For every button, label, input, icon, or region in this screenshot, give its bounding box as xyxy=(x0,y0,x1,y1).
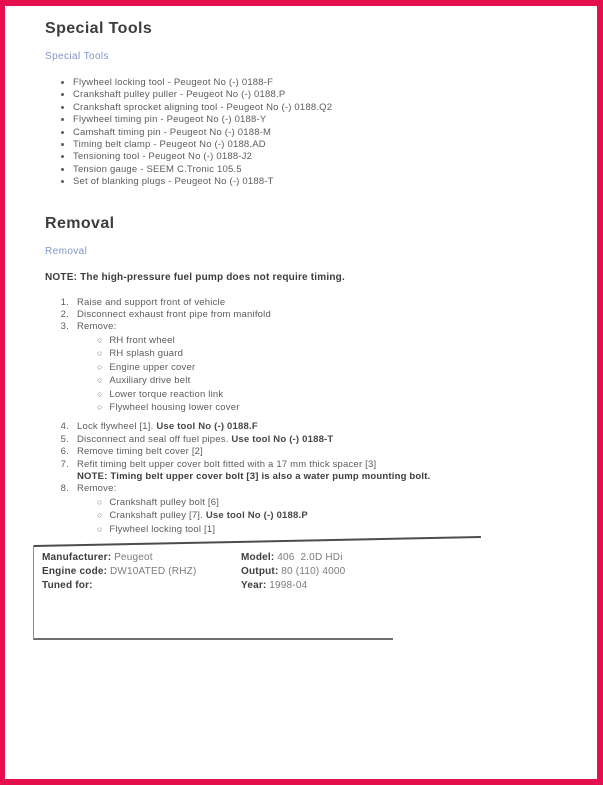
step-row xyxy=(45,321,579,333)
step-row xyxy=(45,446,579,458)
sub-item-row xyxy=(45,401,579,414)
special-tools-list xyxy=(45,77,579,189)
sub-item-row xyxy=(45,374,579,387)
removal-heading: Removal xyxy=(45,214,115,232)
step-number: 5. xyxy=(60,433,69,445)
removal-note: NOTE: The high-pressure fuel pump does not require timing. xyxy=(45,271,345,283)
tool-item: • Flywheel timing pin - Peugeot No (-) 0188-Y xyxy=(73,114,579,126)
step-text: Raise and support front of vehicle xyxy=(77,296,226,308)
info-row xyxy=(34,545,592,565)
sub-item-row xyxy=(45,523,579,536)
info-cell xyxy=(241,551,343,565)
sub-item-text: ○ Flywheel locking tool [1] xyxy=(97,523,579,536)
sub-item-text: ○ Engine upper cover xyxy=(97,361,579,374)
step-number: 1. xyxy=(60,296,69,308)
tool-item: • Timing belt clamp - Peugeot No (-) 0188.AD xyxy=(73,139,579,151)
step-number: 7. xyxy=(60,458,69,470)
sub-item-row xyxy=(45,388,579,401)
step-note: NOTE: Timing belt upper cover bolt [3] is also a water pump mounting bolt. xyxy=(77,470,431,482)
step-row xyxy=(45,483,579,495)
info-value: 406 2.0D HDi xyxy=(277,551,343,563)
step-row xyxy=(45,309,579,321)
info-value: 80 (110) 4000 xyxy=(281,565,346,577)
special-tools-section xyxy=(45,20,579,189)
sub-item-row xyxy=(45,347,579,360)
step-text: Disconnect exhaust front pipe from manifold xyxy=(77,309,271,321)
info-label: Manufacturer: xyxy=(42,551,112,563)
step-text: Disconnect and seal off fuel pipes. Use tool No (-) 0188-T xyxy=(77,433,334,445)
sub-item-row xyxy=(45,509,579,522)
info-value: DW10ATED (RHZ) xyxy=(109,565,197,577)
tool-item: • Tension gauge - SEEM C.Tronic 105.5 xyxy=(73,164,579,176)
sub-item-text: ○ Crankshaft pulley [7]. Use tool No (-) 0188.P xyxy=(97,509,579,522)
sub-item-row xyxy=(45,361,579,374)
info-label: Model: xyxy=(241,551,275,563)
sub-item-text: ○ Auxiliary drive belt xyxy=(97,374,579,387)
tool-item: • Camshaft timing pin - Peugeot No (-) 0188-M xyxy=(73,127,579,139)
info-cell xyxy=(42,551,241,565)
sub-item-row xyxy=(45,496,579,509)
step-text: Lock flywheel [1]. Use tool No (-) 0188.F xyxy=(77,421,258,433)
special-tools-link[interactable]: Special Tools xyxy=(45,51,109,62)
step-number: 8. xyxy=(60,483,69,495)
sub-item-text: ○ RH front wheel xyxy=(97,334,579,347)
step-number: 2. xyxy=(60,309,69,321)
info-cell xyxy=(241,565,345,579)
info-cell xyxy=(42,579,241,593)
removal-link[interactable]: Removal xyxy=(45,245,88,257)
info-row xyxy=(34,565,592,579)
sub-item-row xyxy=(45,334,579,347)
sub-item-text: ○ RH splash guard xyxy=(97,347,579,360)
sub-item-text: ○ Crankshaft pulley bolt [6] xyxy=(97,496,579,509)
step-row xyxy=(45,421,579,433)
tool-item: • Set of blanking plugs - Peugeot No (-) 0188-T xyxy=(73,176,579,188)
step-row xyxy=(45,459,579,471)
page-content xyxy=(5,6,597,640)
tool-item: • Tensioning tool - Peugeot No (-) 0188-J2 xyxy=(73,151,579,163)
tool-item: • Crankshaft pulley puller - Peugeot No (-) 0188.P xyxy=(73,89,579,101)
special-tools-heading: Special Tools xyxy=(45,20,153,37)
step-text: Refit timing belt upper cover bolt fitted with a 17 mm thick spacer [3] xyxy=(77,458,377,470)
info-label: Tuned for: xyxy=(42,579,93,591)
info-label: Output: xyxy=(241,565,279,577)
info-cell xyxy=(42,565,241,579)
step-text: Remove timing belt cover [2] xyxy=(77,446,203,458)
box-bottom-border xyxy=(34,638,393,640)
info-label: Engine code: xyxy=(42,565,108,577)
info-cell xyxy=(241,579,307,593)
sub-item-text: ○ Flywheel housing lower cover xyxy=(97,401,579,414)
info-row xyxy=(34,579,592,593)
sub-item-text: ○ Lower torque reaction link xyxy=(97,388,579,401)
removal-steps xyxy=(45,297,579,536)
step-number: 6. xyxy=(60,446,69,458)
info-label: Year: xyxy=(241,579,267,591)
removal-section xyxy=(45,215,579,536)
tool-item: • Flywheel locking tool - Peugeot No (-) 0188-F xyxy=(73,77,579,89)
tool-item: • Crankshaft sprocket aligning tool - Peugeot No (-) 0188.Q2 xyxy=(73,102,579,114)
info-value: Peugeot xyxy=(114,551,153,563)
info-value: 1998-04 xyxy=(269,579,308,591)
vehicle-info-box xyxy=(33,545,592,640)
step-number: 4. xyxy=(60,421,69,433)
step-text: Remove: xyxy=(77,483,117,495)
step-row xyxy=(45,434,579,446)
step-text: Remove: xyxy=(77,321,117,333)
step-number: 3. xyxy=(60,321,69,333)
step-row xyxy=(45,297,579,309)
